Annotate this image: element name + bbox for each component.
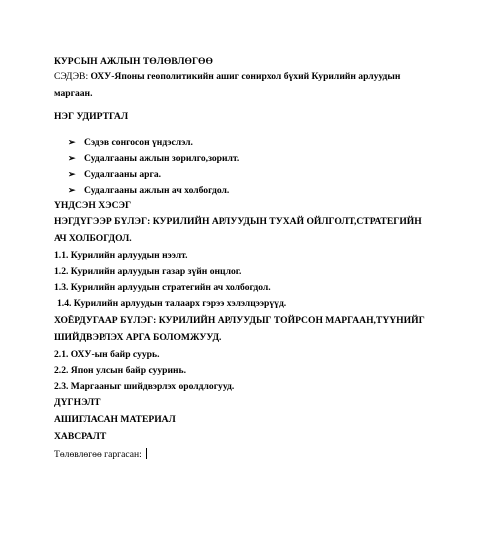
arrow-bullet-icon: ➢: [68, 137, 76, 147]
topic-text: ОХУ-Японы геополитикийн ашиг сонирхол бүхий Курилийн арлуудын: [90, 71, 401, 82]
author-label: Төлөвлөгөө гаргасан:: [54, 449, 145, 460]
chapter1-item: 1.3. Курилийн арлуудын стратегийн ач холбогдол.: [54, 282, 271, 293]
chapter1-item: 1.1. Курилийн арлуудын нээлт.: [54, 250, 188, 261]
chapter2-heading-line-1: ХОЁРДУГААР БҮЛЭГ: КУРИЛИЙН АРЛУУДЫГ ТОЙРСОН МАРГААН,ТҮҮНИЙГ: [54, 315, 425, 326]
conclusion-heading: ДҮГНЭЛТ: [54, 397, 101, 408]
text-cursor: [146, 448, 147, 459]
chapter1-heading-line-1: НЭГДҮГЭЭР БҮЛЭГ: КУРИЛИЙН АРЛУУДЫН ТУХАЙ ОЙЛГОЛТ,СТРАТЕГИЙН: [54, 216, 422, 227]
chapter1-item: 1.2. Курилийн арлуудын газар зүйн онцлог.: [54, 266, 242, 277]
author-line[interactable]: [54, 448, 147, 461]
appendix-heading: ХАВСРАЛТ: [54, 431, 107, 442]
arrow-bullet-icon: ➢: [68, 185, 76, 195]
references-heading: АШИГЛАСАН МАТЕРИАЛ: [54, 414, 176, 425]
chapter2-item: 2.2. Япон улсын байр сууринь.: [54, 365, 187, 376]
intro-item: ➢ Судалгааны арга.: [68, 169, 162, 180]
intro-item: ➢ Судалгааны ажлын зорилго,зорилт.: [68, 153, 240, 164]
topic-line-2: маргаан.: [54, 88, 93, 99]
chapter2-heading-line-2: ШИЙДВЭРЛЭХ АРГА БОЛОМЖУУД.: [54, 332, 222, 343]
topic-prefix: СЭДЭВ:: [54, 71, 91, 82]
intro-item: ➢ Сэдэв сонгосон үндэслэл.: [68, 137, 193, 148]
intro-item: ➢ Судалгааны ажлын ач холбогдол.: [68, 185, 230, 196]
chapter1-item: 1.4. Курилийн арлуудын талаарх гэрээ хэлэлцээрүүд.: [57, 298, 287, 309]
intro-heading: НЭГ УДИРТГАЛ: [54, 111, 129, 122]
chapter2-item: 2.1. ОХУ-ын байр суурь.: [54, 349, 160, 360]
topic-line-1: [54, 71, 400, 83]
arrow-bullet-icon: ➢: [68, 169, 76, 179]
document-title: КУРСЫН АЖЛЫН ТӨЛӨВЛӨГӨӨ: [54, 56, 213, 67]
chapter1-heading-line-2: АЧ ХОЛБОГДОЛ.: [54, 233, 132, 244]
main-heading: ҮНДСЭН ХЭСЭГ: [54, 200, 132, 211]
arrow-bullet-icon: ➢: [68, 153, 76, 163]
chapter2-item: 2.3. Маргааныг шийдвэрлэх оролдлогууд.: [54, 381, 235, 392]
